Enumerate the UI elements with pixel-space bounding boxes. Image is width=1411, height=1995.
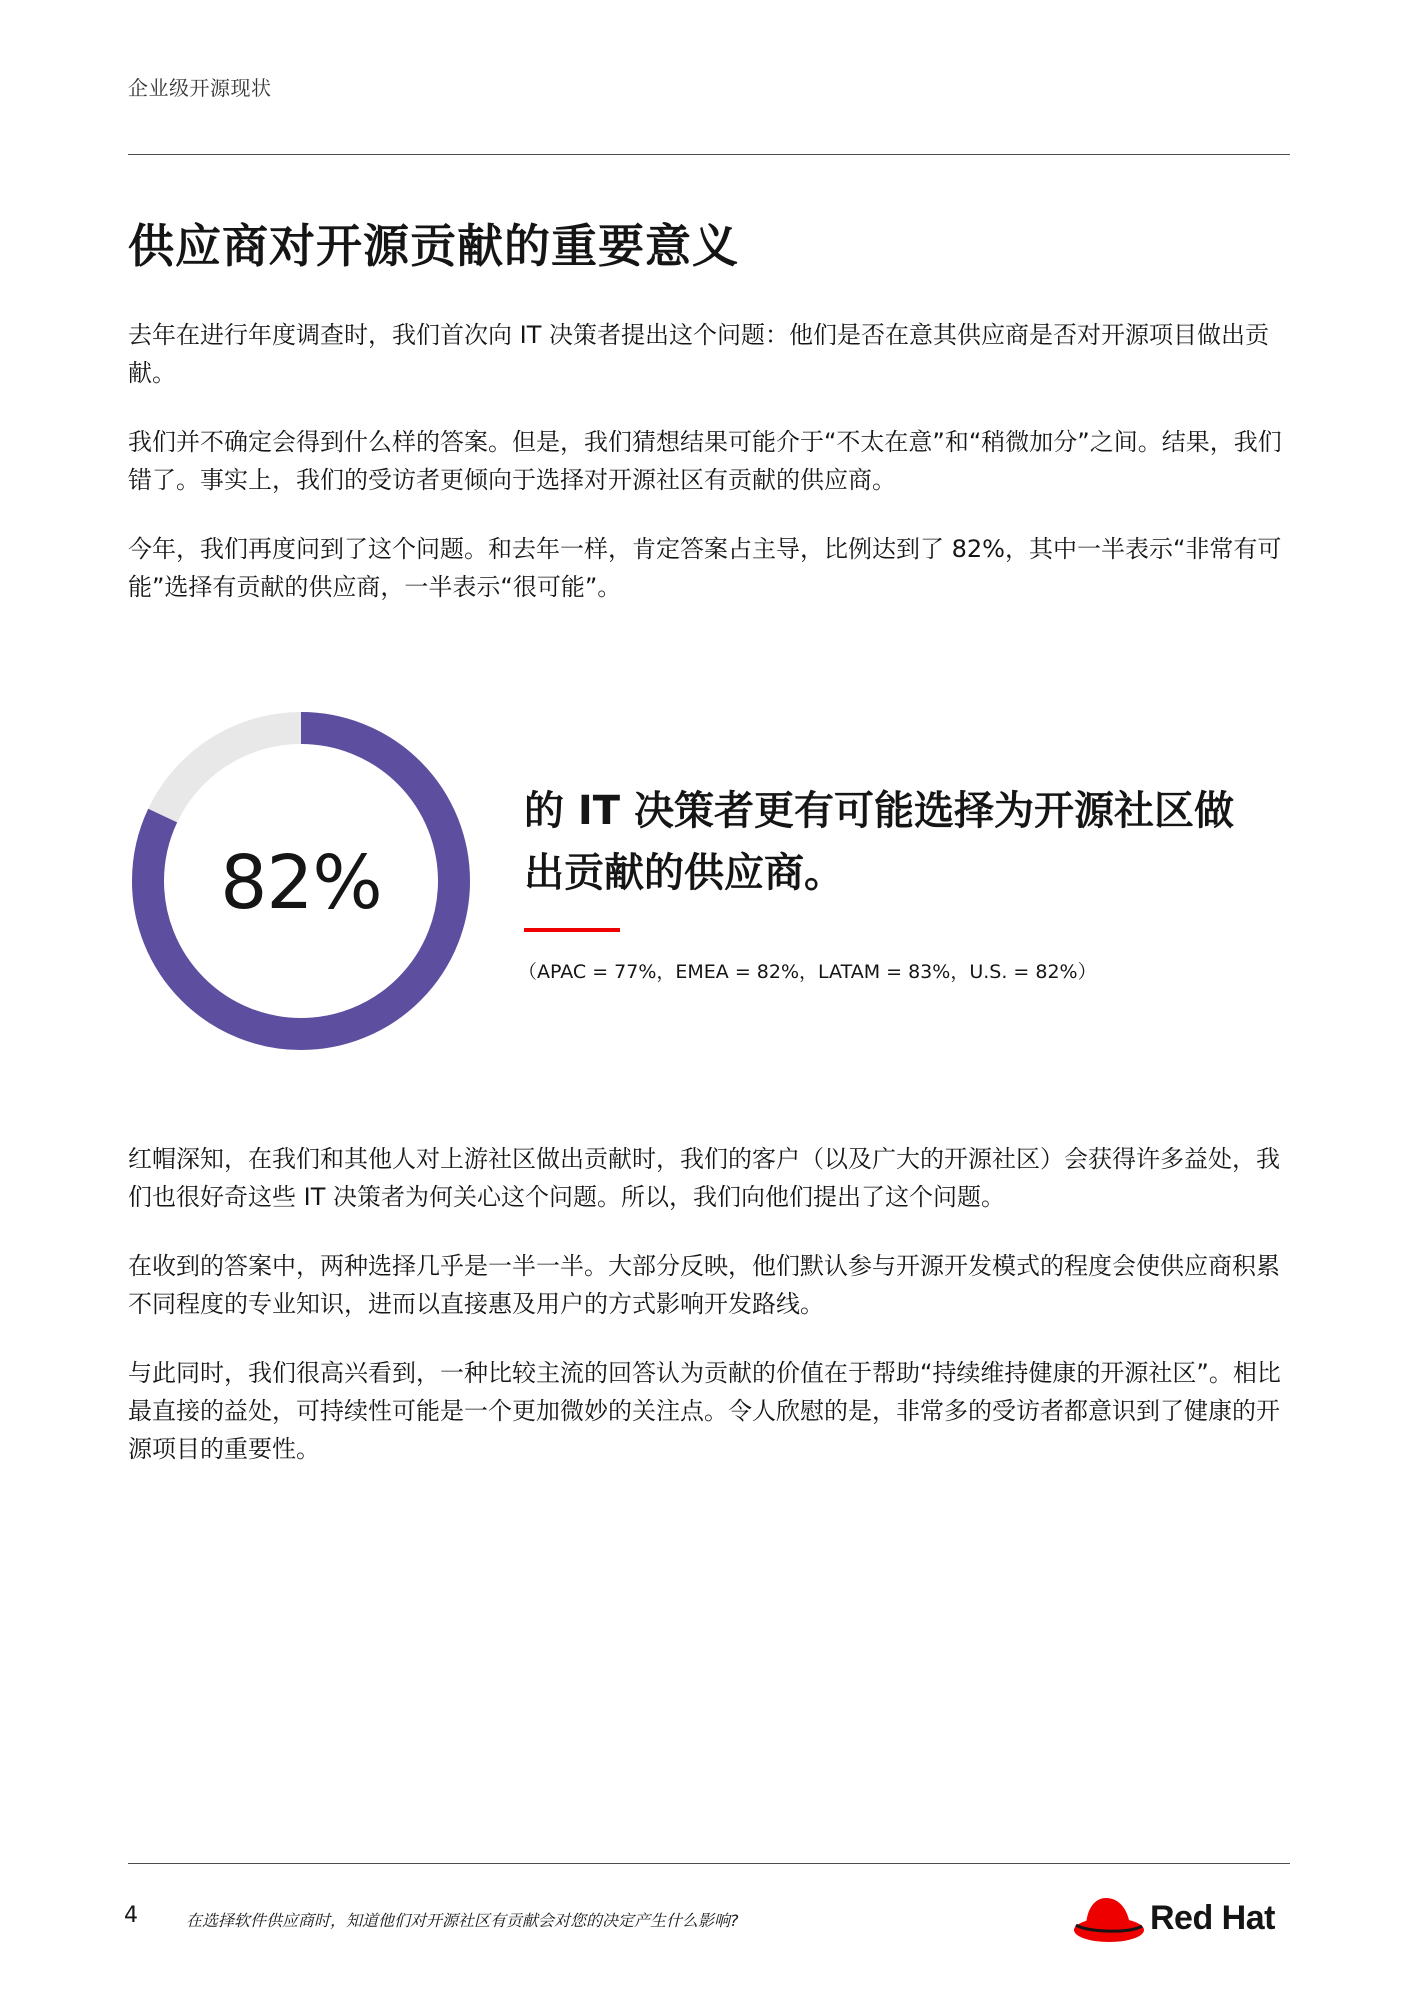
regional-breakdown: （APAC = 77%，EMEA = 82%，LATAM = 83%，U.S. = 82%） bbox=[518, 961, 1097, 983]
intro-paragraph: 今年，我们再度问到了这个问题。和去年一样，肯定答案占主导，比例达到了 82%，其中一半表示“非常有可能”选择有贡献的供应商，一半表示“很可能”。 bbox=[128, 535, 1282, 601]
header-label: 企业级开源现状 bbox=[128, 76, 272, 100]
body-paragraph: 红帽深知，在我们和其他人对上游社区做出贡献时，我们的客户（以及广大的开源社区）会获得许多益处，我们也很好奇这些 IT 决策者为何关心这个问题。所以，我们向他们提出了这个问题。 bbox=[128, 1145, 1280, 1211]
accent-bar bbox=[524, 928, 620, 932]
body-paragraph: 在收到的答案中，两种选择几乎是一半一半。大部分反映，他们默认参与开源开发模式的程度会使供应商积累不同程度的专业知识，进而以直接惠及用户的方式影响开发路线。 bbox=[128, 1252, 1280, 1318]
body-paragraph: 与此同时，我们很高兴看到，一种比较主流的回答认为贡献的价值在于帮助“持续维持健康的开源社区”。相比最直接的益处，可持续性可能是一个更加微妙的关注点。令人欣慰的是，非常多的受访者都意识到了健康的开源项目的重要性。 bbox=[128, 1359, 1281, 1463]
header-divider bbox=[128, 154, 1290, 155]
footer-question: 在选择软件供应商时，知道他们对开源社区有贡献会对您的决定产生什么影响? bbox=[186, 1911, 739, 1930]
page-title: 供应商对开源贡献的重要意义 bbox=[128, 219, 739, 273]
stat-value: 82% bbox=[220, 840, 382, 926]
page-number: 4 bbox=[124, 1903, 138, 1928]
intro-paragraph: 去年在进行年度调查时，我们首次向 IT 决策者提出这个问题：他们是否在意其供应商是否对开源项目做出贡献。 bbox=[128, 321, 1269, 387]
red-hat-logo bbox=[1072, 1892, 1294, 1948]
intro-paragraph: 我们并不确定会得到什么样的答案。但是，我们猜想结果可能介于“不太在意”和“稍微加分”之间。结果，我们错了。事实上，我们的受访者更倾向于选择对开源社区有贡献的供应商。 bbox=[128, 428, 1282, 494]
footer-divider bbox=[128, 1863, 1290, 1864]
red-hat-icon bbox=[1072, 1892, 1146, 1948]
stat-statement: 的 IT 决策者更有可能选择为开源社区做出贡献的供应商。 bbox=[524, 788, 1235, 896]
logo-wordmark: Red Hat bbox=[1150, 1899, 1275, 1937]
